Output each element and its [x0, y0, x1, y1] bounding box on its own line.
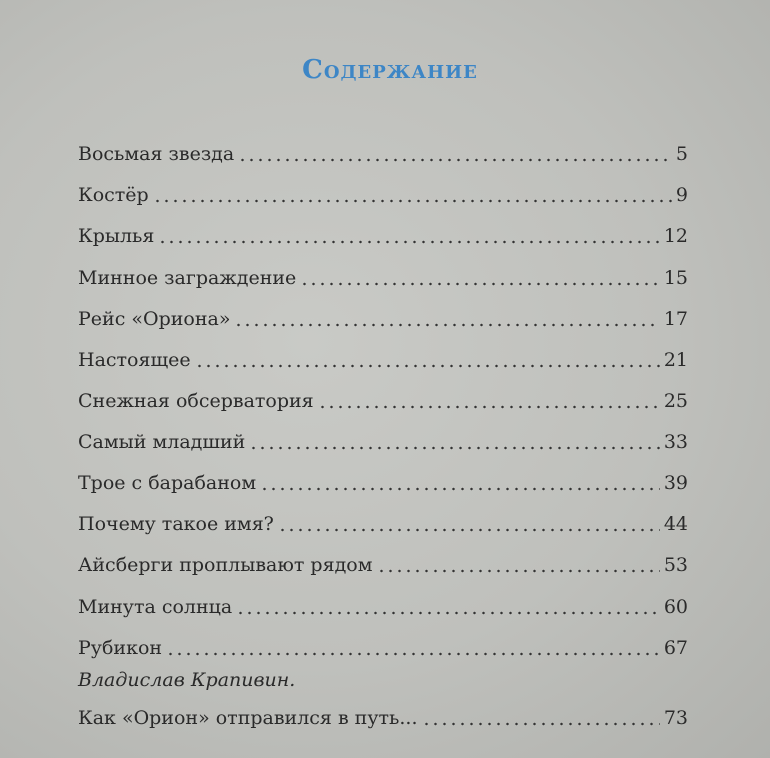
dot-leader [318, 390, 660, 409]
toc-entry-title: Трое с барабаном [78, 472, 257, 494]
toc-entry [78, 547, 688, 577]
dot-leader [153, 184, 672, 203]
toc-entry [78, 136, 688, 166]
toc-entry [78, 630, 688, 660]
toc-entry [78, 383, 688, 413]
toc-entry [78, 424, 688, 454]
toc-entry-title: Восьмая звезда [78, 143, 235, 165]
toc-entry [78, 506, 688, 536]
dot-leader [166, 637, 660, 656]
toc-entry-page: 39 [663, 472, 688, 494]
toc-entry-title: Самый младший [78, 431, 246, 453]
dot-leader [158, 225, 659, 244]
toc-entry [78, 177, 688, 207]
toc-entry-page: 60 [663, 596, 688, 618]
dot-leader [260, 472, 660, 491]
dot-leader [238, 143, 672, 162]
toc-entry-page: 17 [663, 308, 688, 330]
toc-entry-page: 21 [663, 349, 688, 371]
toc-entry [78, 218, 688, 248]
author-name: Владислав Крапивин. [78, 669, 296, 691]
dot-leader [249, 431, 659, 450]
dot-leader [195, 349, 660, 368]
toc-entry-page: 73 [663, 707, 688, 729]
toc-entry-page: 9 [675, 184, 688, 206]
toc-entry [78, 342, 688, 372]
toc-entry-title: Почему такое имя? [78, 513, 274, 535]
toc-entry-page: 67 [663, 637, 688, 659]
dot-leader [278, 513, 660, 532]
toc-entry-page: 5 [675, 143, 688, 165]
dot-leader [377, 554, 660, 573]
toc-entry-title: Костёр [78, 184, 149, 206]
toc-entry [78, 465, 688, 495]
toc-entry-page: 53 [663, 554, 688, 576]
toc-entry-page: 44 [663, 513, 688, 535]
toc-entry-page: 12 [663, 225, 688, 247]
dot-leader [300, 267, 660, 286]
dot-leader [422, 707, 660, 726]
toc-title: Содержание [302, 55, 478, 85]
toc-entry [78, 301, 688, 331]
toc-entry-title: Снежная обсерватория [78, 390, 314, 412]
toc-entry-title: Настоящее [78, 349, 191, 371]
toc-entry [78, 589, 688, 619]
toc-entry-page: 33 [663, 431, 688, 453]
toc-entry-title: Крылья [78, 225, 155, 247]
dot-leader [236, 596, 660, 615]
toc-entry [78, 260, 688, 290]
toc-entry-title: Как «Орион» отправился в путь... [78, 707, 418, 729]
toc-entry-title: Рейс «Ориона» [78, 308, 231, 330]
toc-entry [78, 700, 688, 730]
toc-entry-title: Минное заграждение [78, 267, 297, 289]
toc-entry-title: Минута солнца [78, 596, 233, 618]
dot-leader [234, 308, 659, 327]
toc-entry-page: 15 [663, 267, 688, 289]
toc-entry-page: 25 [663, 390, 688, 412]
toc-entry-title: Айсберги проплывают рядом [78, 554, 373, 576]
toc-entry-title: Рубикон [78, 637, 163, 659]
